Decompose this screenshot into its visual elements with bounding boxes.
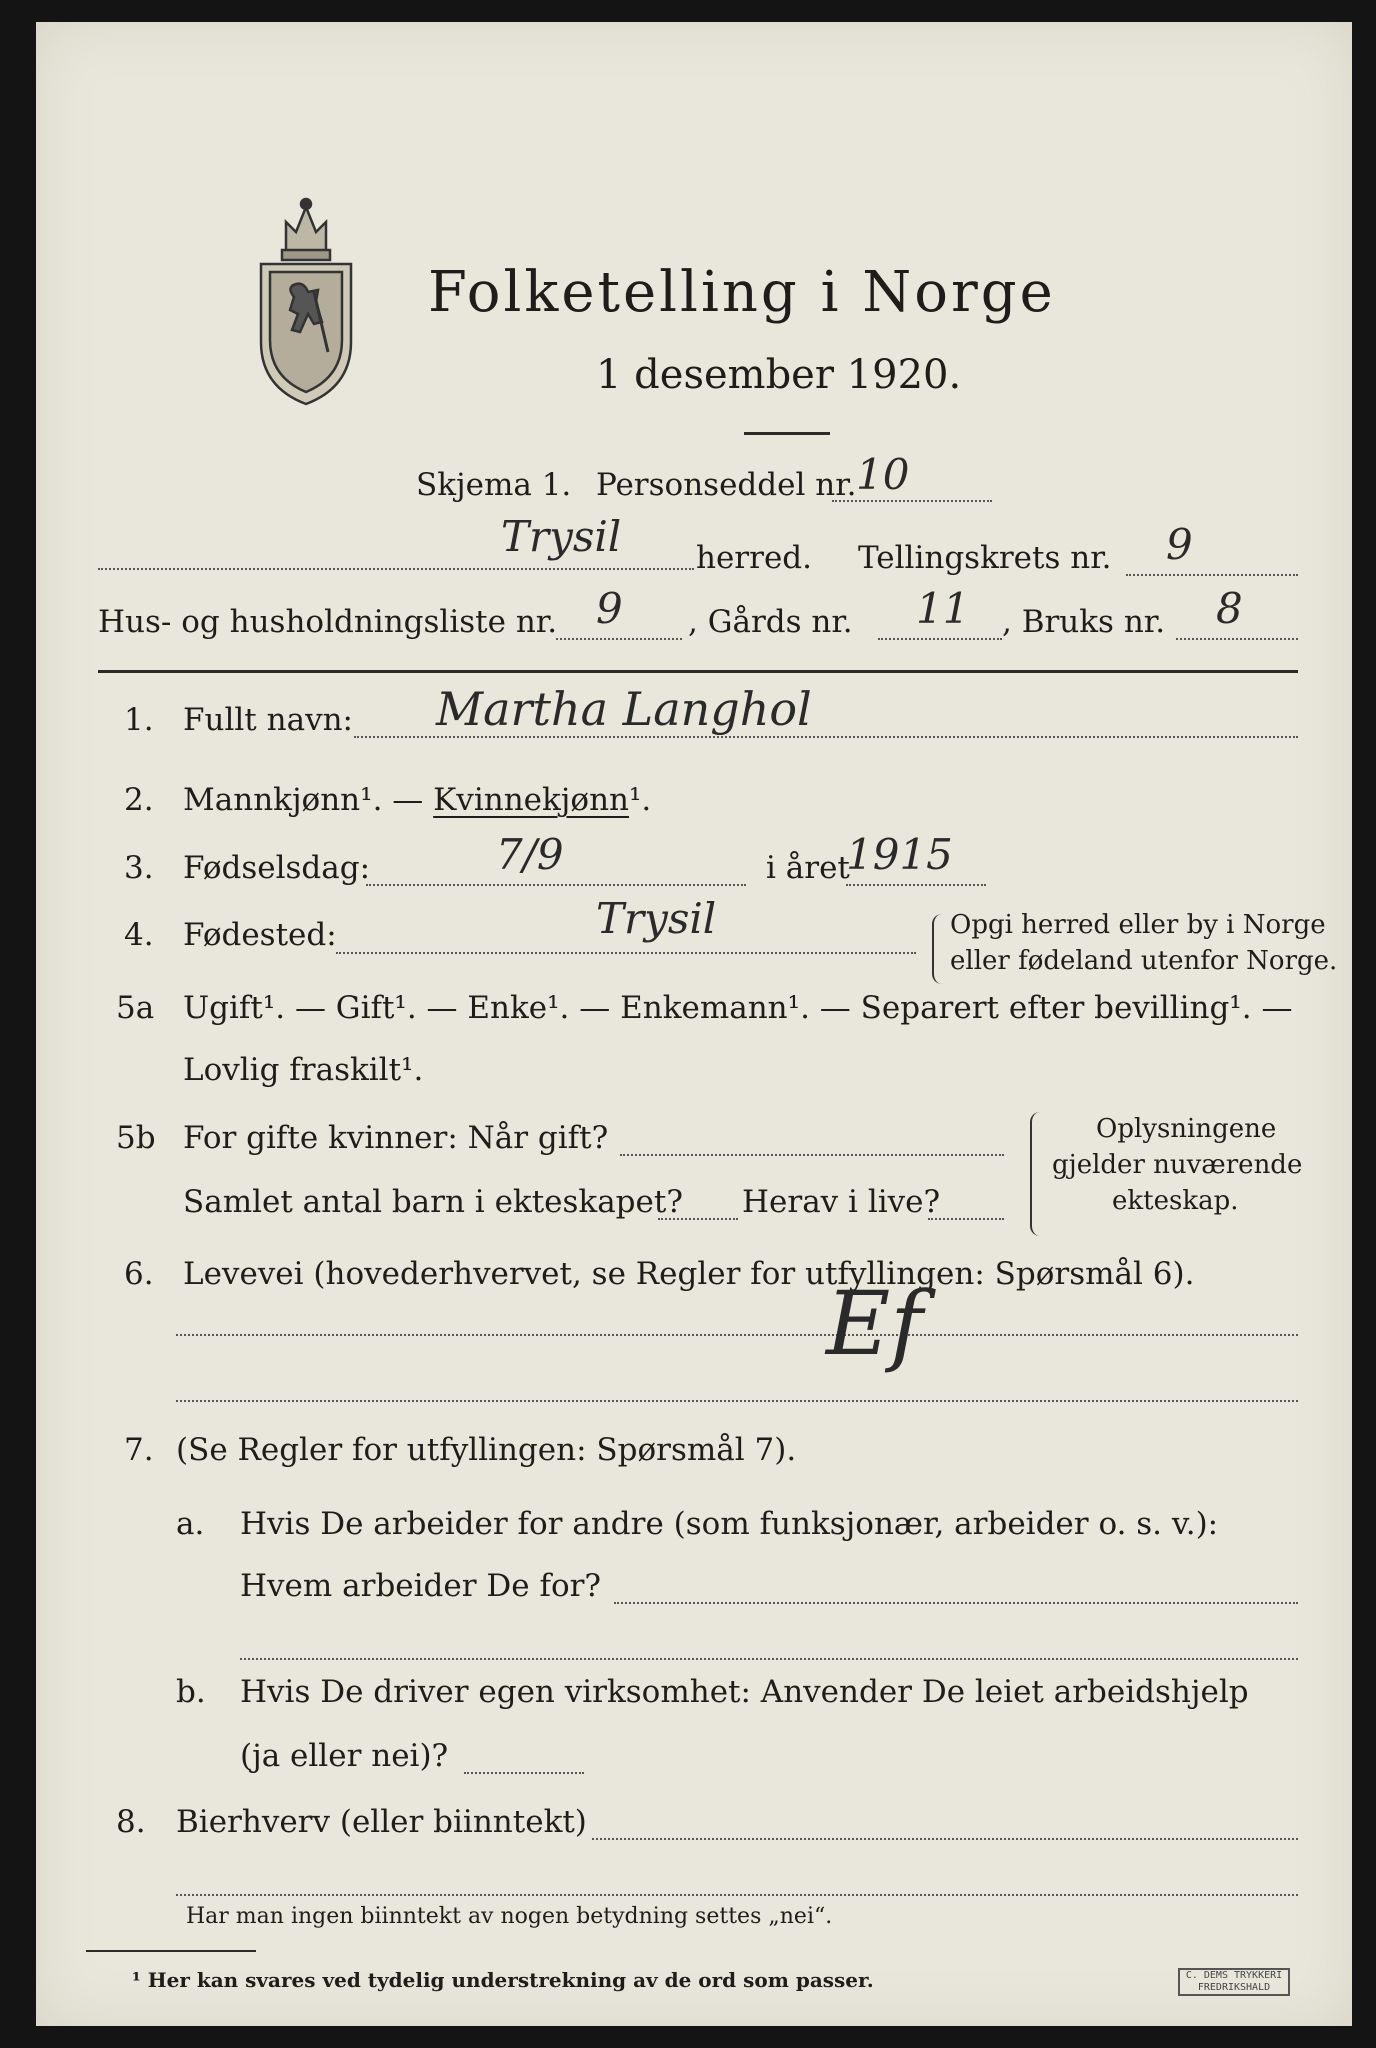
q1-number: 1. xyxy=(124,702,154,738)
hus-line xyxy=(556,638,682,640)
q5a-line-1[interactable]: Ugift¹. — Gift¹. — Enke¹. — Enkemann¹. — Separert efter bevilling¹. — xyxy=(183,990,1293,1026)
q3-label: Fødselsdag: xyxy=(183,850,371,886)
q7-number: 7. xyxy=(124,1432,154,1468)
q7a-line xyxy=(614,1602,1298,1604)
q3-aaret: i året xyxy=(766,850,850,886)
birthplace-value[interactable]: Trysil xyxy=(596,894,717,943)
q8-line-2 xyxy=(176,1894,1298,1896)
q8-number: 8. xyxy=(116,1804,146,1840)
q7a-letter: a. xyxy=(176,1506,205,1542)
q6-text: Levevei (hovederhvervet, se Regler for utfyllingen: Spørsmål 6). xyxy=(183,1256,1195,1292)
hus-label: Hus- og husholdningsliste nr. xyxy=(98,604,558,640)
q4-brace xyxy=(932,914,944,984)
q7a-line-extra xyxy=(240,1658,1298,1660)
q3-line xyxy=(366,884,746,886)
q8-text: Bierhverv (eller biinntekt) xyxy=(176,1804,587,1840)
q7b-line-2: (ja eller nei)? xyxy=(240,1738,449,1774)
q7b-letter: b. xyxy=(176,1674,206,1710)
tellingskrets-line xyxy=(1126,574,1298,576)
q5b-note-3: ekteskap. xyxy=(1112,1186,1239,1216)
q7a-line-2: Hvem arbeider De for? xyxy=(240,1568,602,1604)
title-divider xyxy=(744,432,830,435)
printer-stamp: C. DEMS TRYKKERI FREDRIKSHALD xyxy=(1178,1968,1290,1996)
header-rule xyxy=(98,670,1298,673)
q5b-number: 5b xyxy=(116,1120,156,1156)
q8-line-1 xyxy=(592,1838,1298,1840)
gards-line xyxy=(878,638,1002,640)
birth-year-value[interactable]: 1915 xyxy=(846,830,953,879)
q5b-alive-label: Herav i live? xyxy=(742,1184,941,1220)
q5b-note-1: Oplysningene xyxy=(1096,1114,1277,1144)
gards-label: , Gårds nr. xyxy=(688,604,853,640)
q4-label: Fødested: xyxy=(183,917,337,953)
q6-line-1 xyxy=(176,1334,1298,1336)
gards-value[interactable]: 11 xyxy=(916,584,970,633)
form-title: Folketelling i Norge xyxy=(428,260,1056,325)
q4-note-1: Opgi herred eller by i Norge xyxy=(950,910,1326,940)
herred-line xyxy=(98,568,694,570)
q4-number: 4. xyxy=(124,917,154,953)
skjema-label: Skjema 1. xyxy=(416,467,572,503)
bruks-value[interactable]: 8 xyxy=(1216,584,1243,633)
q2-kvinne[interactable]: Kvinnekjønn xyxy=(433,782,629,818)
q2-mann[interactable]: Mannkjønn¹. — xyxy=(183,782,434,818)
q5b-when-line xyxy=(620,1154,1004,1156)
q5a-number: 5a xyxy=(116,990,155,1026)
q7b-line xyxy=(464,1772,584,1774)
tellingskrets-value[interactable]: 9 xyxy=(1166,520,1193,569)
personseddel-value[interactable]: 10 xyxy=(856,450,910,499)
birth-date-value[interactable]: 7/9 xyxy=(496,830,564,879)
q7-text: (Se Regler for utfyllingen: Spørsmål 7). xyxy=(176,1432,797,1468)
bruks-label: , Bruks nr. xyxy=(1002,604,1166,640)
q7b-line-1: Hvis De driver egen virksomhet: Anvender De leiet arbeidshjelp xyxy=(240,1674,1249,1710)
q3-year-line xyxy=(846,884,986,886)
coat-of-arms-icon xyxy=(256,192,356,412)
bruks-line xyxy=(1176,638,1298,640)
q5b-alive-line xyxy=(928,1218,1004,1220)
q1-line xyxy=(354,736,1298,738)
herred-label: herred. xyxy=(696,540,812,576)
q5b-children-line xyxy=(658,1218,738,1220)
personseddel-line xyxy=(832,500,992,502)
q6-line-2 xyxy=(176,1400,1298,1402)
q1-label: Fullt navn: xyxy=(183,702,353,738)
herred-value[interactable]: Trysil xyxy=(501,512,622,561)
q2-end: ¹. xyxy=(629,782,652,818)
q8-note: Har man ingen biinntekt av nogen betydning settes „nei“. xyxy=(186,1904,833,1929)
q5b-line-1: For gifte kvinner: Når gift? xyxy=(183,1120,609,1156)
q6-number: 6. xyxy=(124,1256,154,1292)
q4-note-2: eller fødeland utenfor Norge. xyxy=(950,946,1338,976)
q4-line xyxy=(336,952,916,954)
q5a-line-2[interactable]: Lovlig fraskilt¹. xyxy=(183,1052,424,1088)
personseddel-label: Personseddel nr. xyxy=(596,467,857,503)
census-date: 1 desember 1920. xyxy=(596,352,962,398)
full-name-value[interactable]: Martha Langhol xyxy=(436,682,812,736)
q5b-children-label: Samlet antal barn i ekteskapet? xyxy=(183,1184,683,1220)
q7a-line-1: Hvis De arbeider for andre (som funksjonær, arbeider o. s. v.): xyxy=(240,1506,1219,1542)
hus-value[interactable]: 9 xyxy=(596,584,623,633)
q2-options xyxy=(183,782,651,818)
q2-number: 2. xyxy=(124,782,154,818)
census-form xyxy=(36,22,1352,2026)
footnote-rule xyxy=(86,1950,256,1952)
q5b-note-2: gjelder nuværende xyxy=(1052,1150,1303,1180)
tellingskrets-label: Tellingskrets nr. xyxy=(858,540,1112,576)
q3-number: 3. xyxy=(124,850,154,886)
occupation-value[interactable]: Ef xyxy=(826,1272,923,1375)
footnote: ¹ Her kan svares ved tydelig understrekning av de ord som passer. xyxy=(132,1968,874,1992)
q5b-brace xyxy=(1030,1112,1044,1236)
